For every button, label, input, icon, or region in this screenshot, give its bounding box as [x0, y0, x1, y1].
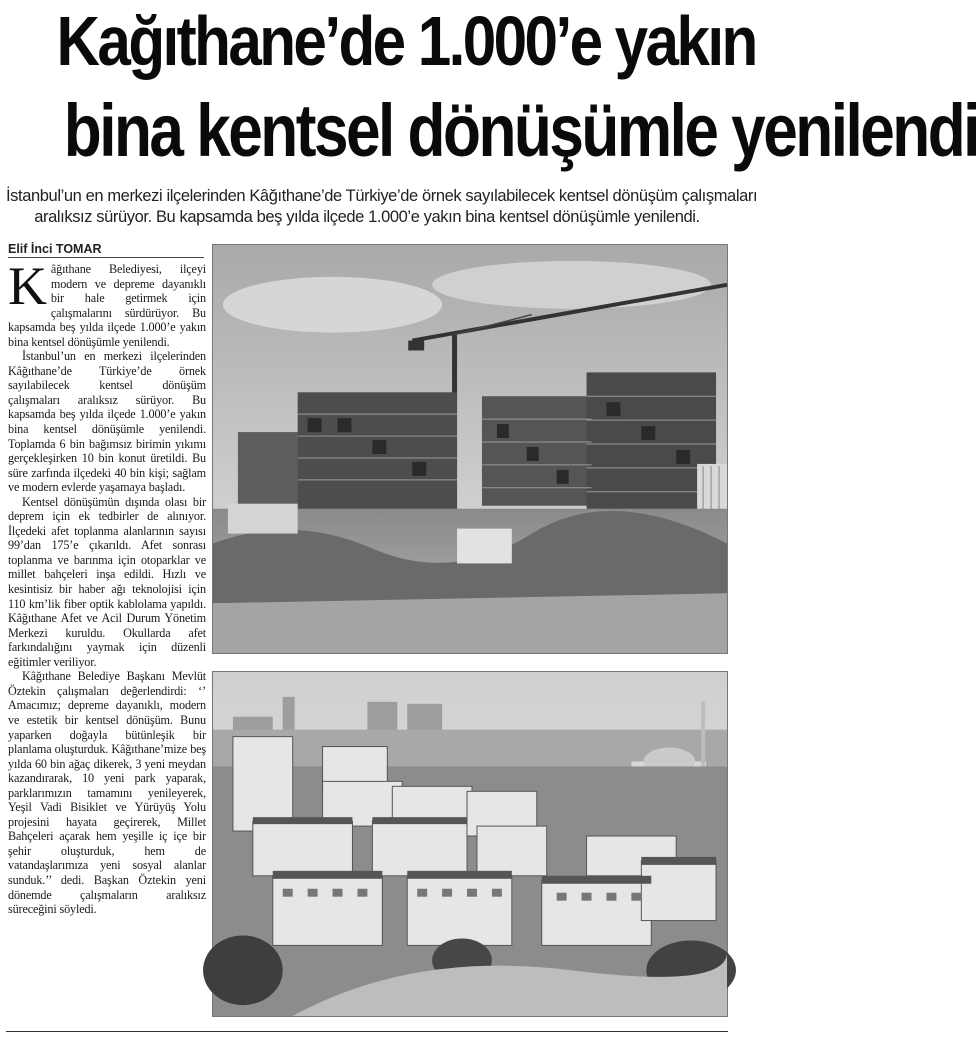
renewed-neighborhood-illustration	[213, 672, 727, 1016]
construction-site-illustration	[213, 245, 727, 653]
construction-site-photo	[212, 244, 728, 654]
article-paragraph-2: İstanbul’un en merkezi ilçelerinden Kâğıthane’de Türkiye’de örnek sayılabilecek kentsel dönüşüm çalışmaları aralıksız sürüyor. Bu kapsamda beş yılda ilçede 1.000’e yakın bina kentsel dönüşümle yenilendi. Toplamda 6 bin bağımsız birimin yıkımı gerçekleşirken 10 bin konut üretildi. Bu süre zarfında ilçedeki 40 bin kişi; sağlam ve modern evlerde yaşamaya başladı.	[8, 349, 206, 495]
renewed-neighborhood-photo	[212, 671, 728, 1017]
article-paragraph-1	[8, 256, 206, 349]
article-paragraph-3: Kentsel dönüşümün dışında olası bir deprem için ek tedbirler de alınıyor. İlçedeki afet toplanma alanlarının sayısı 99’dan 175’e çıkarıldı. Afet sonrası toplanma ve barınma için otoparklar ve millet bahçeleri inşa edildi. Hızlı ve kesintisiz bir haber ağı teknolojisi için 110 km’lik fiber optik kablolama yapıldı. Kâğıthane Afet ve Acil Durum Yönetim Merkezi kuruldu. Okullarda afet farkındalığını yaymak için düzenli eğitimler veriliyor.	[8, 494, 206, 669]
headline-line-2: bina kentsel dönüşümle yenilendi	[63, 89, 978, 172]
byline: Elif İnci TOMAR	[8, 242, 204, 258]
headline-line-1: Kağıthane’de 1.000’e yakın	[56, 2, 756, 80]
deck-line-2: aralıksız sürüyor. Bu kapsamda beş yılda ilçede 1.000’e yakın bina kentsel dönüşümle yenilendi.	[34, 208, 700, 226]
article-body	[8, 256, 206, 1022]
deck-line-1: İstanbul’un en merkezi ilçelerinden Kâğıthane’de Türkiye’de örnek sayılabilecek kentsel dönüşüm çalışmaları	[6, 187, 758, 205]
article-paragraph-4: Kâğıthane Belediye Başkanı Mevlüt Öztekin çalışmaları değerlendirdi: ‘’ Amacımız; depreme dayanıklı, modern ve estetik bir kentsel dönüşüm. Bunu yaparken doğayla bütünleşik bir planlama oluşturduk. Kâğıthane’mize beş yılda 60 bin ağaç dikerek, 3 yeni meydan kazandırarak, 10 yeni park yaparak, parklarımızın tamamını yenileyerek, Yeşil Vadi Bisiklet ve Yürüyüş Yolu projesini hayata geçirerek, Millet Bahçeleri açarak hem yeşille iç içe bir şehir oluşturduk, hem de vatandaşlarımıza yeni sosyal alanlar sunduk.’’ dedi. Başkan Öztekin yeni dönemde çalışmaların aralıksız süreceğini söyledi.	[8, 669, 206, 917]
deck-subheadline	[6, 186, 758, 228]
bottom-rule	[6, 1031, 728, 1032]
drop-cap: K	[8, 256, 47, 316]
article-paragraph-1-text: âğıthane Belediyesi, ilçeyi modern ve depreme dayanıklı bir hale getirmek için çalışmalarını sürdürüyor. Bu kapsamda beş yılda ilçede 1.000’e yakın bina kentsel dönüşümle yenilendi.	[8, 262, 206, 349]
